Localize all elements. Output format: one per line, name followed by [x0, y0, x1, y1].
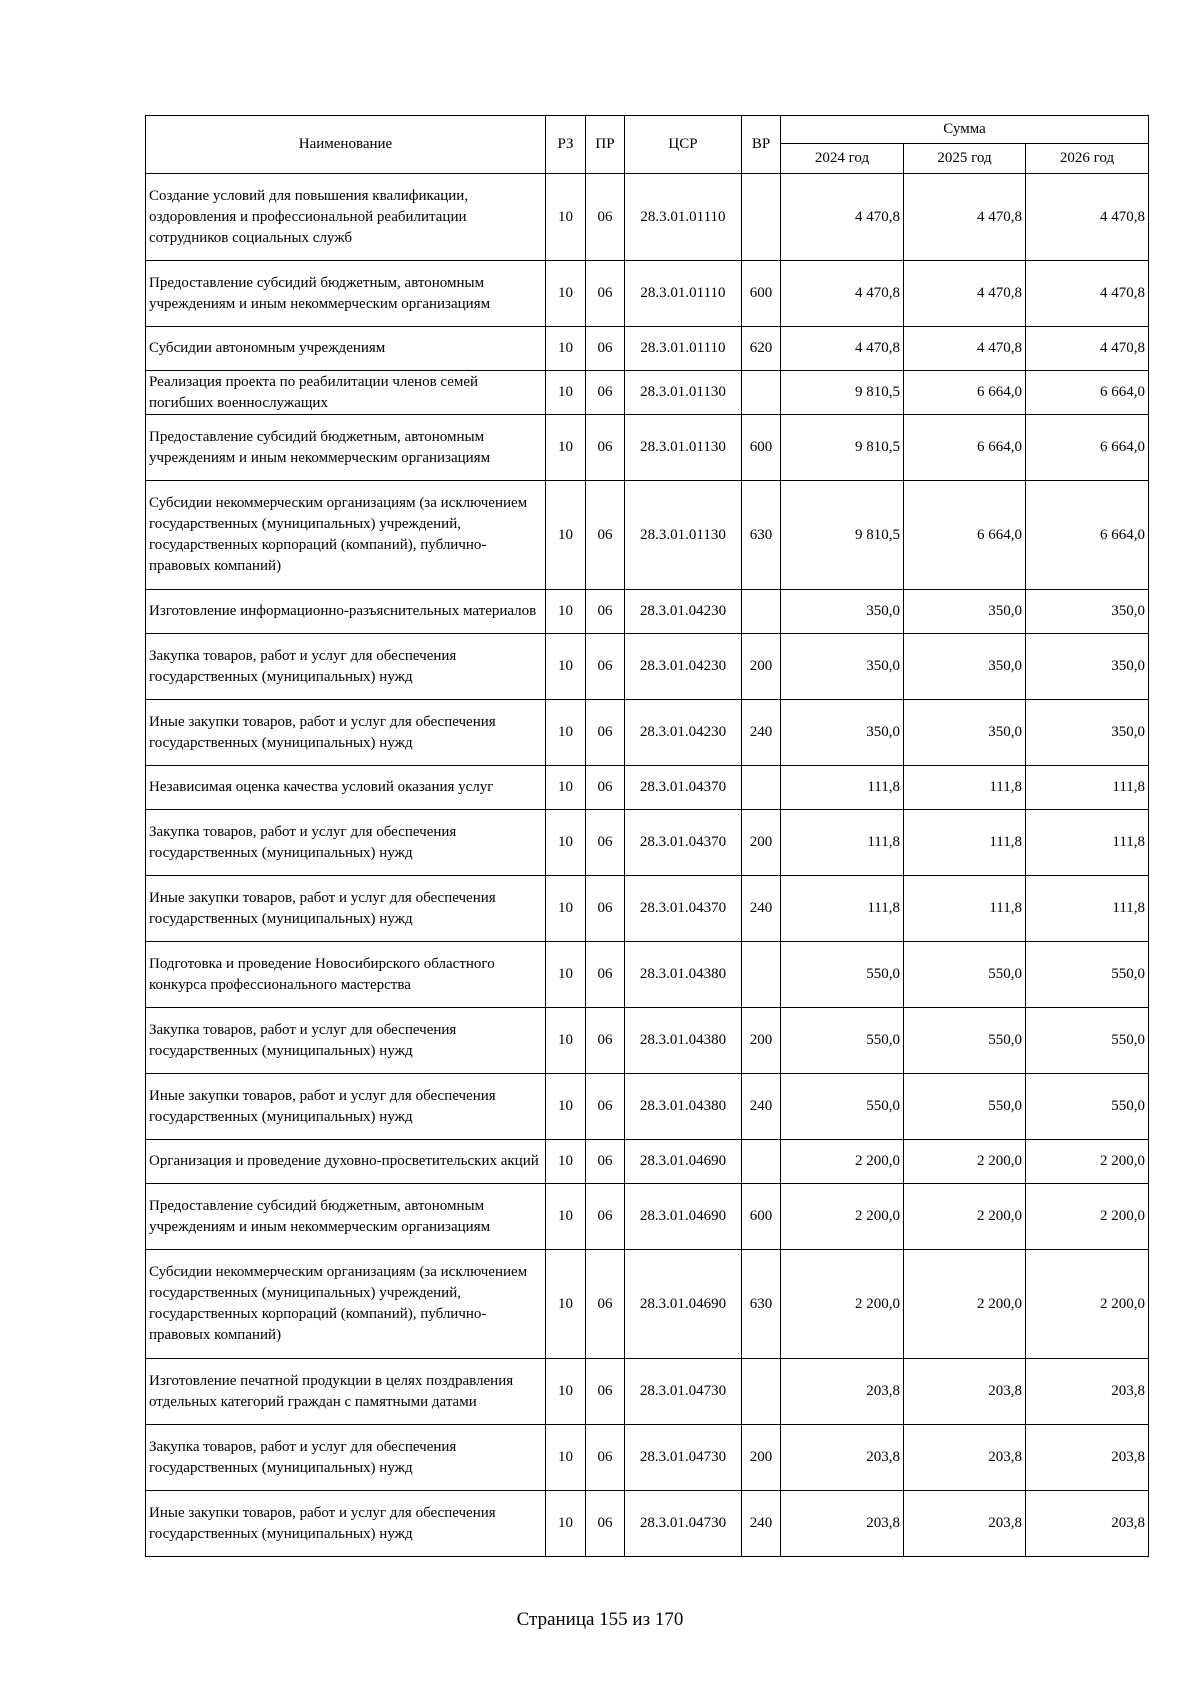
- header-sum: Сумма: [781, 116, 1149, 144]
- cell-pr: 06: [586, 415, 625, 481]
- page-number: Страница 155 из 170: [516, 1609, 684, 1630]
- cell-sum-2026: 2 200,0: [1026, 1250, 1149, 1359]
- cell-sum-2025: 550,0: [904, 942, 1026, 1008]
- cell-sum-2025: 550,0: [904, 1008, 1026, 1074]
- cell-name: Иные закупки товаров, работ и услуг для обеспечения государственных (муниципальных) нужд: [146, 876, 546, 942]
- table-row: [146, 327, 1149, 371]
- header-year-2026: 2026 год: [1026, 144, 1149, 174]
- cell-sum-2025: 4 470,8: [904, 261, 1026, 327]
- cell-pr: 06: [586, 876, 625, 942]
- cell-name: Реализация проекта по реабилитации членов семей погибших военнослужащих: [146, 371, 546, 415]
- cell-vr: [742, 174, 781, 261]
- header-vr: ВР: [742, 116, 781, 174]
- cell-sum-2024: 203,8: [781, 1425, 904, 1491]
- cell-sum-2026: 203,8: [1026, 1425, 1149, 1491]
- cell-rz: 10: [546, 1425, 586, 1491]
- cell-pr: 06: [586, 810, 625, 876]
- table-row: [146, 415, 1149, 481]
- cell-pr: 06: [586, 634, 625, 700]
- cell-sum-2026: 203,8: [1026, 1491, 1149, 1557]
- table-row: [146, 1074, 1149, 1140]
- cell-pr: 06: [586, 1491, 625, 1557]
- cell-vr: 240: [742, 876, 781, 942]
- table-row: [146, 371, 1149, 415]
- header-pr: ПР: [586, 116, 625, 174]
- cell-sum-2026: 6 664,0: [1026, 415, 1149, 481]
- cell-csr: 28.3.01.04380: [625, 1008, 742, 1074]
- cell-vr: 240: [742, 1491, 781, 1557]
- cell-pr: 06: [586, 1359, 625, 1425]
- header-csr: ЦСР: [625, 116, 742, 174]
- table-row: [146, 1425, 1149, 1491]
- cell-name: Иные закупки товаров, работ и услуг для обеспечения государственных (муниципальных) нужд: [146, 1491, 546, 1557]
- header-year-2025: 2025 год: [904, 144, 1026, 174]
- cell-sum-2024: 550,0: [781, 1074, 904, 1140]
- cell-name: Предоставление субсидий бюджетным, автономным учреждениям и иным некоммерческим организациям: [146, 415, 546, 481]
- cell-sum-2026: 550,0: [1026, 942, 1149, 1008]
- cell-sum-2025: 111,8: [904, 876, 1026, 942]
- cell-rz: 10: [546, 766, 586, 810]
- cell-sum-2026: 111,8: [1026, 876, 1149, 942]
- table-row: [146, 1491, 1149, 1557]
- cell-sum-2026: 2 200,0: [1026, 1140, 1149, 1184]
- cell-rz: 10: [546, 590, 586, 634]
- cell-sum-2024: 111,8: [781, 876, 904, 942]
- table-row: [146, 766, 1149, 810]
- table-row: [146, 174, 1149, 261]
- cell-pr: 06: [586, 942, 625, 1008]
- cell-vr: 200: [742, 634, 781, 700]
- cell-pr: 06: [586, 700, 625, 766]
- cell-name: Закупка товаров, работ и услуг для обеспечения государственных (муниципальных) нужд: [146, 1425, 546, 1491]
- cell-sum-2026: 550,0: [1026, 1074, 1149, 1140]
- cell-rz: 10: [546, 700, 586, 766]
- cell-sum-2025: 111,8: [904, 810, 1026, 876]
- cell-sum-2024: 2 200,0: [781, 1184, 904, 1250]
- cell-name: Подготовка и проведение Новосибирского областного конкурса профессионального мастерства: [146, 942, 546, 1008]
- cell-pr: 06: [586, 1250, 625, 1359]
- cell-rz: 10: [546, 942, 586, 1008]
- cell-csr: 28.3.01.04230: [625, 590, 742, 634]
- cell-name: Создание условий для повышения квалификации, оздоровления и профессиональной реабилитации сотрудников социальных служб: [146, 174, 546, 261]
- cell-sum-2025: 111,8: [904, 766, 1026, 810]
- cell-vr: [742, 1140, 781, 1184]
- cell-csr: 28.3.01.04690: [625, 1140, 742, 1184]
- cell-vr: 600: [742, 261, 781, 327]
- cell-rz: 10: [546, 261, 586, 327]
- cell-sum-2026: 350,0: [1026, 634, 1149, 700]
- header-name: Наименование: [146, 116, 546, 174]
- cell-vr: 240: [742, 1074, 781, 1140]
- cell-name: Изготовление печатной продукции в целях поздравления отдельных категорий граждан с памятными датами: [146, 1359, 546, 1425]
- cell-csr: 28.3.01.04370: [625, 766, 742, 810]
- header-year-2024: 2024 год: [781, 144, 904, 174]
- cell-sum-2025: 2 200,0: [904, 1140, 1026, 1184]
- cell-sum-2024: 4 470,8: [781, 261, 904, 327]
- cell-rz: 10: [546, 481, 586, 590]
- cell-sum-2024: 4 470,8: [781, 327, 904, 371]
- cell-csr: 28.3.01.04380: [625, 1074, 742, 1140]
- table-row: [146, 481, 1149, 590]
- cell-rz: 10: [546, 1250, 586, 1359]
- cell-pr: 06: [586, 1184, 625, 1250]
- cell-vr: [742, 590, 781, 634]
- cell-vr: 630: [742, 481, 781, 590]
- cell-vr: 200: [742, 1425, 781, 1491]
- cell-pr: 06: [586, 1074, 625, 1140]
- cell-sum-2025: 6 664,0: [904, 371, 1026, 415]
- cell-sum-2025: 550,0: [904, 1074, 1026, 1140]
- cell-name: Закупка товаров, работ и услуг для обеспечения государственных (муниципальных) нужд: [146, 810, 546, 876]
- cell-pr: 06: [586, 371, 625, 415]
- table-row: [146, 261, 1149, 327]
- cell-sum-2025: 2 200,0: [904, 1184, 1026, 1250]
- cell-rz: 10: [546, 1140, 586, 1184]
- cell-vr: 620: [742, 327, 781, 371]
- cell-sum-2026: 350,0: [1026, 700, 1149, 766]
- cell-sum-2024: 2 200,0: [781, 1250, 904, 1359]
- cell-name: Закупка товаров, работ и услуг для обеспечения государственных (муниципальных) нужд: [146, 634, 546, 700]
- cell-sum-2025: 4 470,8: [904, 174, 1026, 261]
- table-row: [146, 1008, 1149, 1074]
- cell-sum-2025: 350,0: [904, 590, 1026, 634]
- cell-sum-2026: 350,0: [1026, 590, 1149, 634]
- cell-vr: [742, 766, 781, 810]
- table-row: [146, 1250, 1149, 1359]
- cell-sum-2025: 350,0: [904, 634, 1026, 700]
- cell-sum-2026: 203,8: [1026, 1359, 1149, 1425]
- cell-csr: 28.3.01.04380: [625, 942, 742, 1008]
- cell-rz: 10: [546, 1491, 586, 1557]
- cell-csr: 28.3.01.04690: [625, 1184, 742, 1250]
- table-row: [146, 1184, 1149, 1250]
- cell-rz: 10: [546, 415, 586, 481]
- cell-sum-2026: 4 470,8: [1026, 261, 1149, 327]
- cell-name: Предоставление субсидий бюджетным, автономным учреждениям и иным некоммерческим организациям: [146, 1184, 546, 1250]
- cell-vr: 200: [742, 1008, 781, 1074]
- cell-csr: 28.3.01.04230: [625, 700, 742, 766]
- cell-sum-2024: 9 810,5: [781, 371, 904, 415]
- cell-vr: [742, 942, 781, 1008]
- table-row: [146, 700, 1149, 766]
- cell-sum-2024: 9 810,5: [781, 481, 904, 590]
- cell-vr: 600: [742, 1184, 781, 1250]
- cell-name: Иные закупки товаров, работ и услуг для обеспечения государственных (муниципальных) нужд: [146, 1074, 546, 1140]
- cell-name: Предоставление субсидий бюджетным, автономным учреждениям и иным некоммерческим организациям: [146, 261, 546, 327]
- cell-csr: 28.3.01.04730: [625, 1425, 742, 1491]
- cell-sum-2024: 9 810,5: [781, 415, 904, 481]
- cell-sum-2025: 203,8: [904, 1491, 1026, 1557]
- cell-name: Субсидии некоммерческим организациям (за исключением государственных (муниципальных) учреждений, государственных корпораций (компаний), публично-правовых компаний): [146, 1250, 546, 1359]
- cell-sum-2026: 111,8: [1026, 766, 1149, 810]
- cell-csr: 28.3.01.04230: [625, 634, 742, 700]
- cell-sum-2026: 6 664,0: [1026, 371, 1149, 415]
- table-row: [146, 590, 1149, 634]
- cell-sum-2025: 203,8: [904, 1425, 1026, 1491]
- cell-csr: 28.3.01.01130: [625, 415, 742, 481]
- cell-sum-2024: 2 200,0: [781, 1140, 904, 1184]
- table-header: [146, 116, 1149, 174]
- cell-sum-2025: 2 200,0: [904, 1250, 1026, 1359]
- cell-name: Субсидии некоммерческим организациям (за исключением государственных (муниципальных) учреждений, государственных корпораций (компаний), публично-правовых компаний): [146, 481, 546, 590]
- cell-vr: 240: [742, 700, 781, 766]
- cell-sum-2026: 111,8: [1026, 810, 1149, 876]
- cell-rz: 10: [546, 876, 586, 942]
- cell-name: Независимая оценка качества условий оказания услуг: [146, 766, 546, 810]
- cell-vr: 630: [742, 1250, 781, 1359]
- cell-rz: 10: [546, 1074, 586, 1140]
- budget-table: [145, 115, 1149, 1557]
- cell-name: Закупка товаров, работ и услуг для обеспечения государственных (муниципальных) нужд: [146, 1008, 546, 1074]
- cell-pr: 06: [586, 1008, 625, 1074]
- cell-pr: 06: [586, 481, 625, 590]
- cell-sum-2024: 550,0: [781, 942, 904, 1008]
- cell-name: Субсидии автономным учреждениям: [146, 327, 546, 371]
- cell-csr: 28.3.01.04690: [625, 1250, 742, 1359]
- cell-pr: 06: [586, 261, 625, 327]
- cell-csr: 28.3.01.04730: [625, 1359, 742, 1425]
- cell-name: Организация и проведение духовно-просветительских акций: [146, 1140, 546, 1184]
- cell-csr: 28.3.01.04370: [625, 876, 742, 942]
- cell-rz: 10: [546, 174, 586, 261]
- cell-sum-2025: 350,0: [904, 700, 1026, 766]
- cell-vr: 600: [742, 415, 781, 481]
- cell-sum-2024: 111,8: [781, 766, 904, 810]
- cell-rz: 10: [546, 1184, 586, 1250]
- cell-rz: 10: [546, 327, 586, 371]
- cell-sum-2025: 203,8: [904, 1359, 1026, 1425]
- cell-sum-2026: 4 470,8: [1026, 174, 1149, 261]
- cell-pr: 06: [586, 1140, 625, 1184]
- cell-sum-2024: 203,8: [781, 1359, 904, 1425]
- cell-sum-2024: 111,8: [781, 810, 904, 876]
- cell-sum-2024: 550,0: [781, 1008, 904, 1074]
- cell-sum-2025: 6 664,0: [904, 481, 1026, 590]
- cell-sum-2026: 550,0: [1026, 1008, 1149, 1074]
- cell-sum-2025: 4 470,8: [904, 327, 1026, 371]
- cell-sum-2024: 350,0: [781, 634, 904, 700]
- cell-sum-2026: 4 470,8: [1026, 327, 1149, 371]
- cell-vr: [742, 1359, 781, 1425]
- cell-pr: 06: [586, 1425, 625, 1491]
- table-row: [146, 876, 1149, 942]
- cell-sum-2024: 350,0: [781, 700, 904, 766]
- cell-rz: 10: [546, 1359, 586, 1425]
- cell-pr: 06: [586, 590, 625, 634]
- cell-sum-2026: 6 664,0: [1026, 481, 1149, 590]
- cell-csr: 28.3.01.01130: [625, 481, 742, 590]
- cell-name: Иные закупки товаров, работ и услуг для обеспечения государственных (муниципальных) нужд: [146, 700, 546, 766]
- header-rz: РЗ: [546, 116, 586, 174]
- cell-csr: 28.3.01.01110: [625, 327, 742, 371]
- cell-sum-2024: 203,8: [781, 1491, 904, 1557]
- cell-csr: 28.3.01.01110: [625, 174, 742, 261]
- cell-csr: 28.3.01.01130: [625, 371, 742, 415]
- cell-vr: [742, 371, 781, 415]
- cell-sum-2026: 2 200,0: [1026, 1184, 1149, 1250]
- cell-csr: 28.3.01.01110: [625, 261, 742, 327]
- cell-sum-2024: 4 470,8: [781, 174, 904, 261]
- table-row: [146, 634, 1149, 700]
- table-row: [146, 810, 1149, 876]
- cell-rz: 10: [546, 371, 586, 415]
- cell-rz: 10: [546, 634, 586, 700]
- cell-pr: 06: [586, 766, 625, 810]
- cell-pr: 06: [586, 327, 625, 371]
- table-row: [146, 942, 1149, 1008]
- cell-sum-2025: 6 664,0: [904, 415, 1026, 481]
- cell-csr: 28.3.01.04370: [625, 810, 742, 876]
- cell-rz: 10: [546, 810, 586, 876]
- cell-vr: 200: [742, 810, 781, 876]
- cell-name: Изготовление информационно-разъяснительных материалов: [146, 590, 546, 634]
- table-row: [146, 1140, 1149, 1184]
- cell-pr: 06: [586, 174, 625, 261]
- table-body: [146, 174, 1149, 1557]
- table-row: [146, 1359, 1149, 1425]
- cell-sum-2024: 350,0: [781, 590, 904, 634]
- cell-rz: 10: [546, 1008, 586, 1074]
- cell-csr: 28.3.01.04730: [625, 1491, 742, 1557]
